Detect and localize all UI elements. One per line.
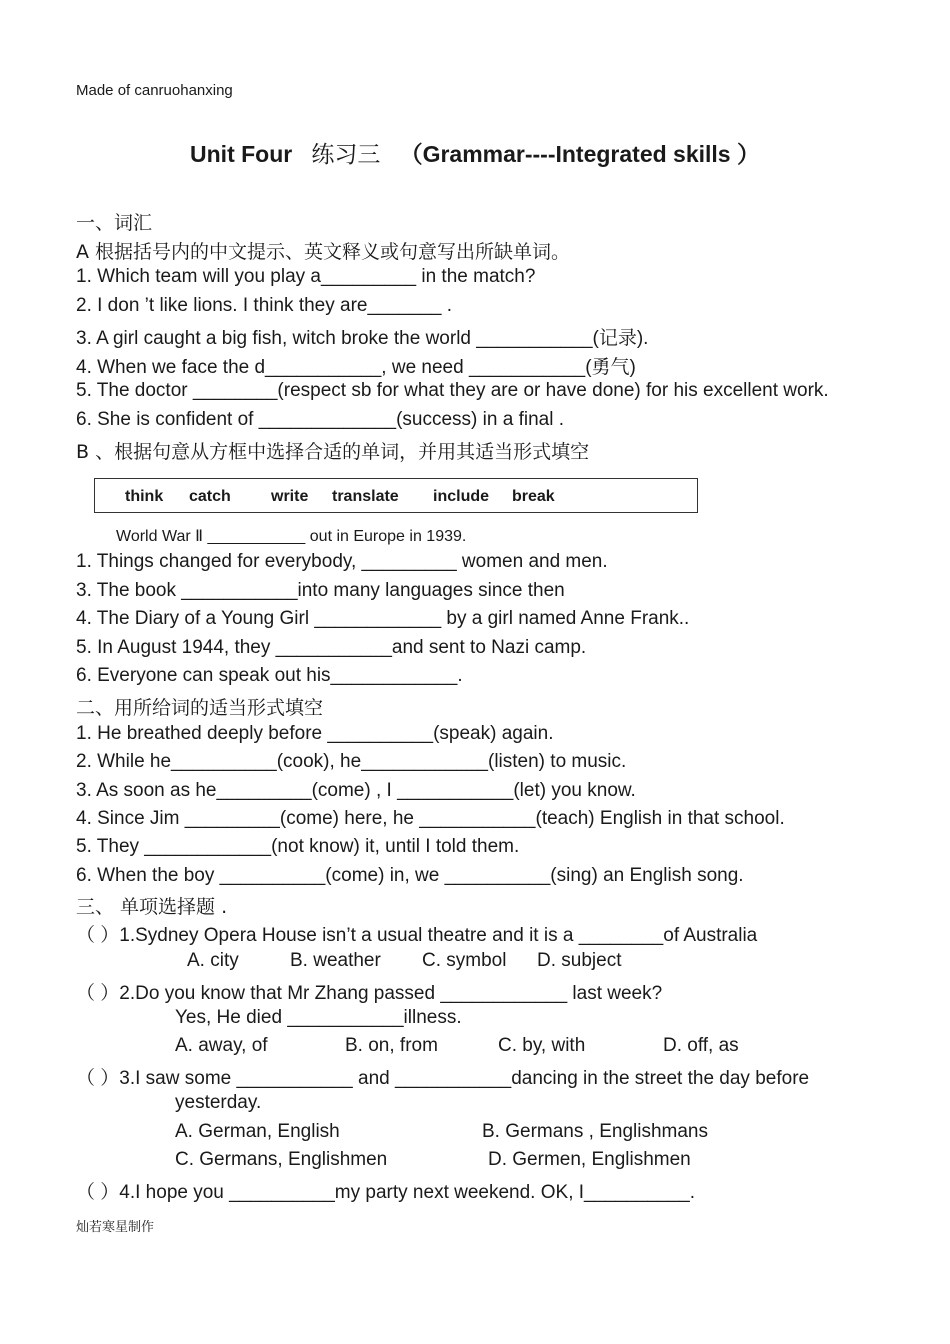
mc3-option-d: D. Germen, Englishmen	[488, 1149, 691, 1170]
form-item-4: 4. Since Jim _________(come) here, he ___________(teach) English in that school.	[76, 808, 785, 829]
section-2-heading: 二、用所给词的适当形式填空	[76, 697, 324, 719]
form-item-2: 2. While he__________(cook), he____________(listen) to music.	[76, 751, 627, 772]
word-box	[94, 478, 698, 513]
fill-item-5: 5. In August 1944, they ___________and sent to Nazi camp.	[76, 637, 587, 658]
form-item-6: 6. When the boy __________(come) in, we __________(sing) an English song.	[76, 865, 744, 886]
mc1-option-c: C. symbol	[422, 950, 507, 971]
section-3-heading: 三、 单项选择题 .	[76, 896, 228, 918]
mc1-option-b: B. weather	[290, 950, 381, 971]
mc1-option-d: D. subject	[537, 950, 622, 971]
title-exercise: 练习三	[311, 142, 381, 168]
mc2-line-2: Yes, He died ___________illness.	[175, 1007, 462, 1028]
mc2-option-c: C. by, with	[498, 1035, 586, 1056]
word-break: break	[512, 488, 555, 505]
word-catch: catch	[189, 488, 231, 505]
mc-question-4: （ ）4.I hope you __________my party next weekend. OK, I__________.	[76, 1182, 695, 1203]
vocab-item-3: 3. A girl caught a big fish, witch broke the world ___________(记录).	[76, 328, 649, 349]
page-title	[0, 136, 950, 169]
mc2-option-b: B. on, from	[345, 1035, 438, 1056]
mc2-option-d: D. off, as	[663, 1035, 739, 1056]
fill-item-first: World War Ⅱ ___________ out in Europe in 1939.	[116, 528, 467, 545]
section-1-heading: 一、词汇	[76, 212, 153, 234]
word-include: include	[433, 488, 490, 505]
section-1b-heading: B 、根据句意从方框中选择合适的单词，并用其适当形式填空	[76, 441, 590, 463]
mc2-option-a: A. away, of	[175, 1035, 268, 1056]
mc-question-2: （ ）2.Do you know that Mr Zhang passed ____________ last week?	[76, 983, 663, 1004]
form-item-5: 5. They ____________(not know) it, until I told them.	[76, 836, 520, 857]
vocab-item-1: 1. Which team will you play a_________ in the match?	[76, 266, 536, 287]
vocab-item-4: 4. When we face the d___________, we need ___________(勇气)	[76, 357, 636, 378]
mc3-line-2: yesterday.	[175, 1092, 262, 1113]
form-item-1: 1. He breathed deeply before __________(speak) again.	[76, 723, 554, 744]
page-header: Made of canruohanxing	[76, 82, 233, 99]
word-translate: translate	[332, 488, 399, 505]
word-write: write	[271, 488, 309, 505]
vocab-item-5: 5. The doctor ________(respect sb for what they are or have done) for his excellent work.	[76, 380, 829, 401]
mc-question-3: （ ）3.I saw some ___________ and ___________dancing in the street the day before	[76, 1068, 810, 1089]
page-footer: 灿若寒星制作	[76, 1220, 155, 1235]
mc-question-1: （ ）1.Sydney Opera House isn’t a usual theatre and it is a ________of Australia	[76, 925, 758, 946]
title-unit: Unit Four	[190, 141, 293, 167]
fill-item-1: 1. Things changed for everybody, _________ women and men.	[76, 551, 608, 572]
vocab-item-6: 6. She is confident of _____________(success) in a final .	[76, 409, 564, 430]
vocab-item-2: 2. I don ’t like lions. I think they are_______ .	[76, 295, 453, 316]
word-think: think	[125, 488, 164, 505]
mc3-option-c: C. Germans, Englishmen	[175, 1149, 388, 1170]
title-topic: （Grammar----Integrated skills ）	[399, 141, 760, 167]
fill-item-3: 3. The book ___________into many languages since then	[76, 580, 565, 601]
mc3-option-a: A. German, English	[175, 1121, 340, 1142]
fill-item-4: 4. The Diary of a Young Girl ____________ by a girl named Anne Frank..	[76, 608, 690, 629]
fill-item-6: 6. Everyone can speak out his____________.	[76, 665, 463, 686]
form-item-3: 3. As soon as he_________(come) , I ___________(let) you know.	[76, 780, 636, 801]
section-1a-heading: A 根据括号内的中文提示、英文释义或句意写出所缺单词。	[76, 241, 571, 263]
mc3-option-b: B. Germans , Englishmans	[482, 1121, 708, 1142]
mc1-option-a: A. city	[187, 950, 239, 971]
